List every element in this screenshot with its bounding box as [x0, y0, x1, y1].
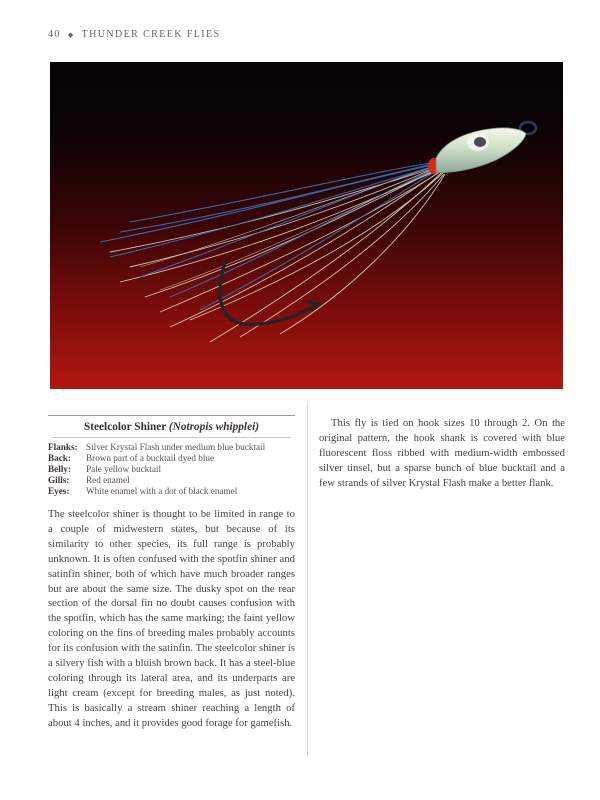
header-separator: ◆	[67, 30, 75, 39]
fly-latin-name: (Notropis whipplei)	[168, 421, 259, 433]
blue-bucktail	[100, 161, 444, 310]
recipe-value: White enamel with a dot of black enamel	[86, 486, 238, 496]
recipe-row	[48, 486, 295, 497]
right-column	[319, 416, 565, 491]
silver-krystal-flash	[140, 164, 443, 290]
recipe-row	[48, 464, 295, 475]
cream-bucktail	[110, 166, 445, 342]
running-title: THUNDER CREEK FLIES	[81, 29, 221, 40]
recipe-label: Eyes:	[48, 486, 70, 496]
species-description: The steelcolor shiner is thought to be limited in range to a couple of midwestern states, but because of its similarity to other species, its full range is probably unknown. It is often confused with the spotfin shiner and satinfin shiner, both of which have much broader ranges but are about the same size. The dusky spot on the rear section of the dorsal fin no doubt causes confusion with the spotfin, which has the same marking; the faint yellow coloring on the fins of breeding males probably accounts for its confusion with the satinfin. The steelcolor shiner is a silvery fish with a bluish brown back. It has a steel-blue coloring through its lateral area, and its underparts are light cream (except for breeding males, as just noted). This is basically a stream shiner reaching a length of about 4 inches, and it provides good forage for gamefish.	[48, 508, 295, 729]
recipe-row	[48, 475, 295, 486]
running-header	[48, 29, 220, 40]
steelcolor-shiner-fly-illustration	[50, 62, 563, 389]
tying-notes: This fly is tied on hook sizes 10 through 2. On the original pattern, the hook shank is covered with blue fluorescent floss ribbed with medium-width embossed silver tinsel, but a sparse bunch of blue bucktail and a few strands of silver Krystal Flash make a better flank.	[319, 417, 565, 489]
recipe-row	[48, 453, 295, 464]
recipe-label: Back:	[48, 453, 71, 463]
recipe-value: Brown part of a bucktail dyed blue	[86, 453, 215, 463]
column-divider	[307, 402, 308, 756]
recipe-label: Flanks:	[48, 442, 78, 452]
fly-recipe-box	[48, 415, 295, 497]
fly-photograph	[50, 62, 563, 389]
fly-title	[52, 416, 291, 438]
recipe-value: Red enamel	[86, 475, 130, 485]
recipe-label: Belly:	[48, 464, 71, 474]
recipe-value: Pale yellow bucktail	[86, 464, 162, 474]
page-number: 40	[48, 29, 61, 40]
fly-recipe-list	[48, 442, 295, 497]
fly-head	[436, 128, 526, 173]
recipe-value: Silver Krystal Flash under medium blue bucktail	[86, 442, 266, 452]
left-column	[48, 415, 295, 731]
recipe-label: Gills:	[48, 475, 70, 485]
recipe-row	[48, 442, 295, 453]
fly-common-name: Steelcolor Shiner	[83, 421, 167, 433]
